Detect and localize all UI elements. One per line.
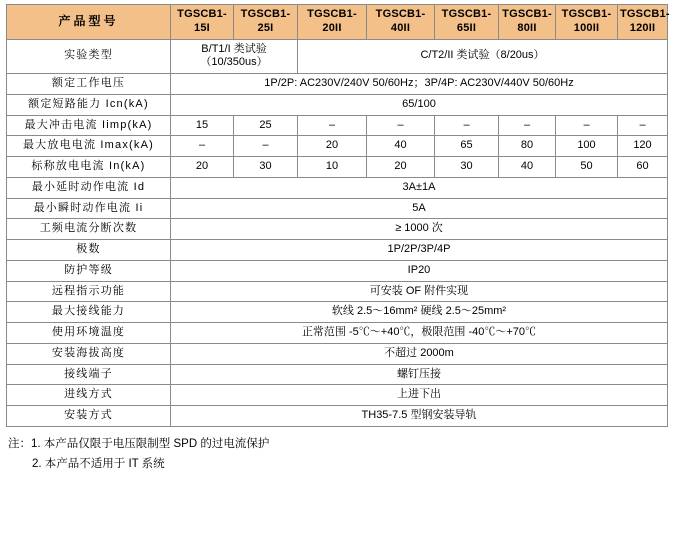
table-cell: – — [298, 115, 367, 136]
table-cell: 80 — [499, 136, 556, 157]
table-cell: 20 — [298, 136, 367, 157]
table-row — [7, 364, 668, 385]
table-cell: 50 — [556, 157, 618, 178]
table-row — [7, 177, 668, 198]
row-label: 使用环境温度 — [7, 323, 171, 344]
row-label: 最大接线能力 — [7, 302, 171, 323]
row-label: 额定短路能力 Icn(kA) — [7, 94, 171, 115]
table-row — [7, 115, 668, 136]
table-row — [7, 39, 668, 74]
table-row — [7, 260, 668, 281]
table-cell: 100 — [556, 136, 618, 157]
row-label: 防护等级 — [7, 260, 171, 281]
cell-line: B/T1/I 类试验 — [201, 42, 267, 55]
table-cell: – — [435, 115, 499, 136]
row-label: 最大放电电流 Imax(kA) — [7, 136, 171, 157]
footnote-line-1: 2. 本产品不适用于 IT 系统 — [32, 457, 165, 470]
table-row — [7, 343, 668, 364]
table-row — [7, 94, 668, 115]
table-cell: 10 — [298, 157, 367, 178]
header-cell-model-0 — [171, 5, 234, 40]
table-cell: – — [499, 115, 556, 136]
footnotes — [6, 434, 667, 474]
table-cell: 1P/2P: AC230V/240V 50/60Hz；3P/4P: AC230V/440V 50/60Hz — [171, 74, 668, 95]
row-label: 工频电流分断次数 — [7, 219, 171, 240]
table-row — [7, 240, 668, 261]
row-label: 标称放电电流 In(kA) — [7, 157, 171, 178]
table-body — [7, 5, 668, 427]
table-cell: 20 — [171, 157, 234, 178]
model-name: TGSCB1-120II — [620, 8, 670, 34]
row-label: 安装海拔高度 — [7, 343, 171, 364]
row-label: 安装方式 — [7, 406, 171, 427]
cell-line: （10/350us） — [200, 56, 268, 69]
table-cell: – — [556, 115, 618, 136]
header-cell-model-5 — [499, 5, 556, 40]
table-cell: – — [171, 136, 234, 157]
table-cell: – — [618, 115, 668, 136]
row-label: 远程指示功能 — [7, 281, 171, 302]
table-cell: ≥ 1000 次 — [171, 219, 668, 240]
table-cell: 3A±1A — [171, 177, 668, 198]
model-name: TGSCB1-20II — [307, 8, 357, 34]
table-header-row — [7, 5, 668, 40]
table-cell: 5A — [171, 198, 668, 219]
row-label: 最小延时动作电流 Id — [7, 177, 171, 198]
table-cell: 软线 2.5～16mm² 硬线 2.5～25mm² — [171, 302, 668, 323]
header-cell-model-7 — [618, 5, 668, 40]
table-cell: 20 — [367, 157, 435, 178]
table-cell: 40 — [499, 157, 556, 178]
header-cell-product-model: 产品型号 — [7, 5, 171, 40]
table-cell: – — [234, 136, 298, 157]
table-row — [7, 323, 668, 344]
header-cell-model-6 — [556, 5, 618, 40]
table-cell: 15 — [171, 115, 234, 136]
row-label: 额定工作电压 — [7, 74, 171, 95]
table-cell: 65/100 — [171, 94, 668, 115]
model-name: TGSCB1-65II — [441, 8, 492, 34]
table-cell: 40 — [367, 136, 435, 157]
header-cell-model-3 — [367, 5, 435, 40]
footnote-line-0: 注：1. 本产品仅限于电压限制型 SPD 的过电流保护 — [8, 437, 270, 450]
header-cell-model-1 — [234, 5, 298, 40]
table-row — [7, 74, 668, 95]
table-row — [7, 157, 668, 178]
table-cell: 上进下出 — [171, 385, 668, 406]
table-row — [7, 302, 668, 323]
row-label: 进线方式 — [7, 385, 171, 406]
table-row — [7, 198, 668, 219]
row-label: 最大冲击电流 Iimp(kA) — [7, 115, 171, 136]
model-name: TGSCB1-100II — [561, 8, 612, 34]
model-name: TGSCB1-80II — [502, 8, 552, 34]
table-cell: 螺钉压接 — [171, 364, 668, 385]
header-cell-model-4 — [435, 5, 499, 40]
table-row — [7, 219, 668, 240]
table-cell: 正常范围 -5℃～+40℃，极限范围 -40℃～+70℃ — [171, 323, 668, 344]
model-name: TGSCB1-40II — [375, 8, 426, 34]
table-cell: 30 — [234, 157, 298, 178]
table-row — [7, 281, 668, 302]
model-name: TGSCB1-25I — [240, 8, 291, 34]
table-cell — [171, 39, 298, 74]
table-cell: 120 — [618, 136, 668, 157]
table-cell: 30 — [435, 157, 499, 178]
header-cell-model-2 — [298, 5, 367, 40]
table-cell: TH35-7.5 型钢安装导轨 — [171, 406, 668, 427]
table-cell: 25 — [234, 115, 298, 136]
row-label: 最小瞬时动作电流 Ii — [7, 198, 171, 219]
table-cell: 1P/2P/3P/4P — [171, 240, 668, 261]
table-cell: – — [367, 115, 435, 136]
product-spec-table — [6, 4, 668, 427]
table-cell: IP20 — [171, 260, 668, 281]
table-cell: 不超过 2000m — [171, 343, 668, 364]
table-cell: 可安装 OF 附件实现 — [171, 281, 668, 302]
row-label: 极数 — [7, 240, 171, 261]
table-row — [7, 136, 668, 157]
table-cell: C/T2/II 类试验（8/20us） — [298, 39, 668, 74]
table-row — [7, 406, 668, 427]
model-name: TGSCB1-15I — [177, 8, 227, 34]
table-cell: 65 — [435, 136, 499, 157]
table-cell: 60 — [618, 157, 668, 178]
row-label: 实验类型 — [7, 39, 171, 74]
table-row — [7, 385, 668, 406]
row-label: 接线端子 — [7, 364, 171, 385]
